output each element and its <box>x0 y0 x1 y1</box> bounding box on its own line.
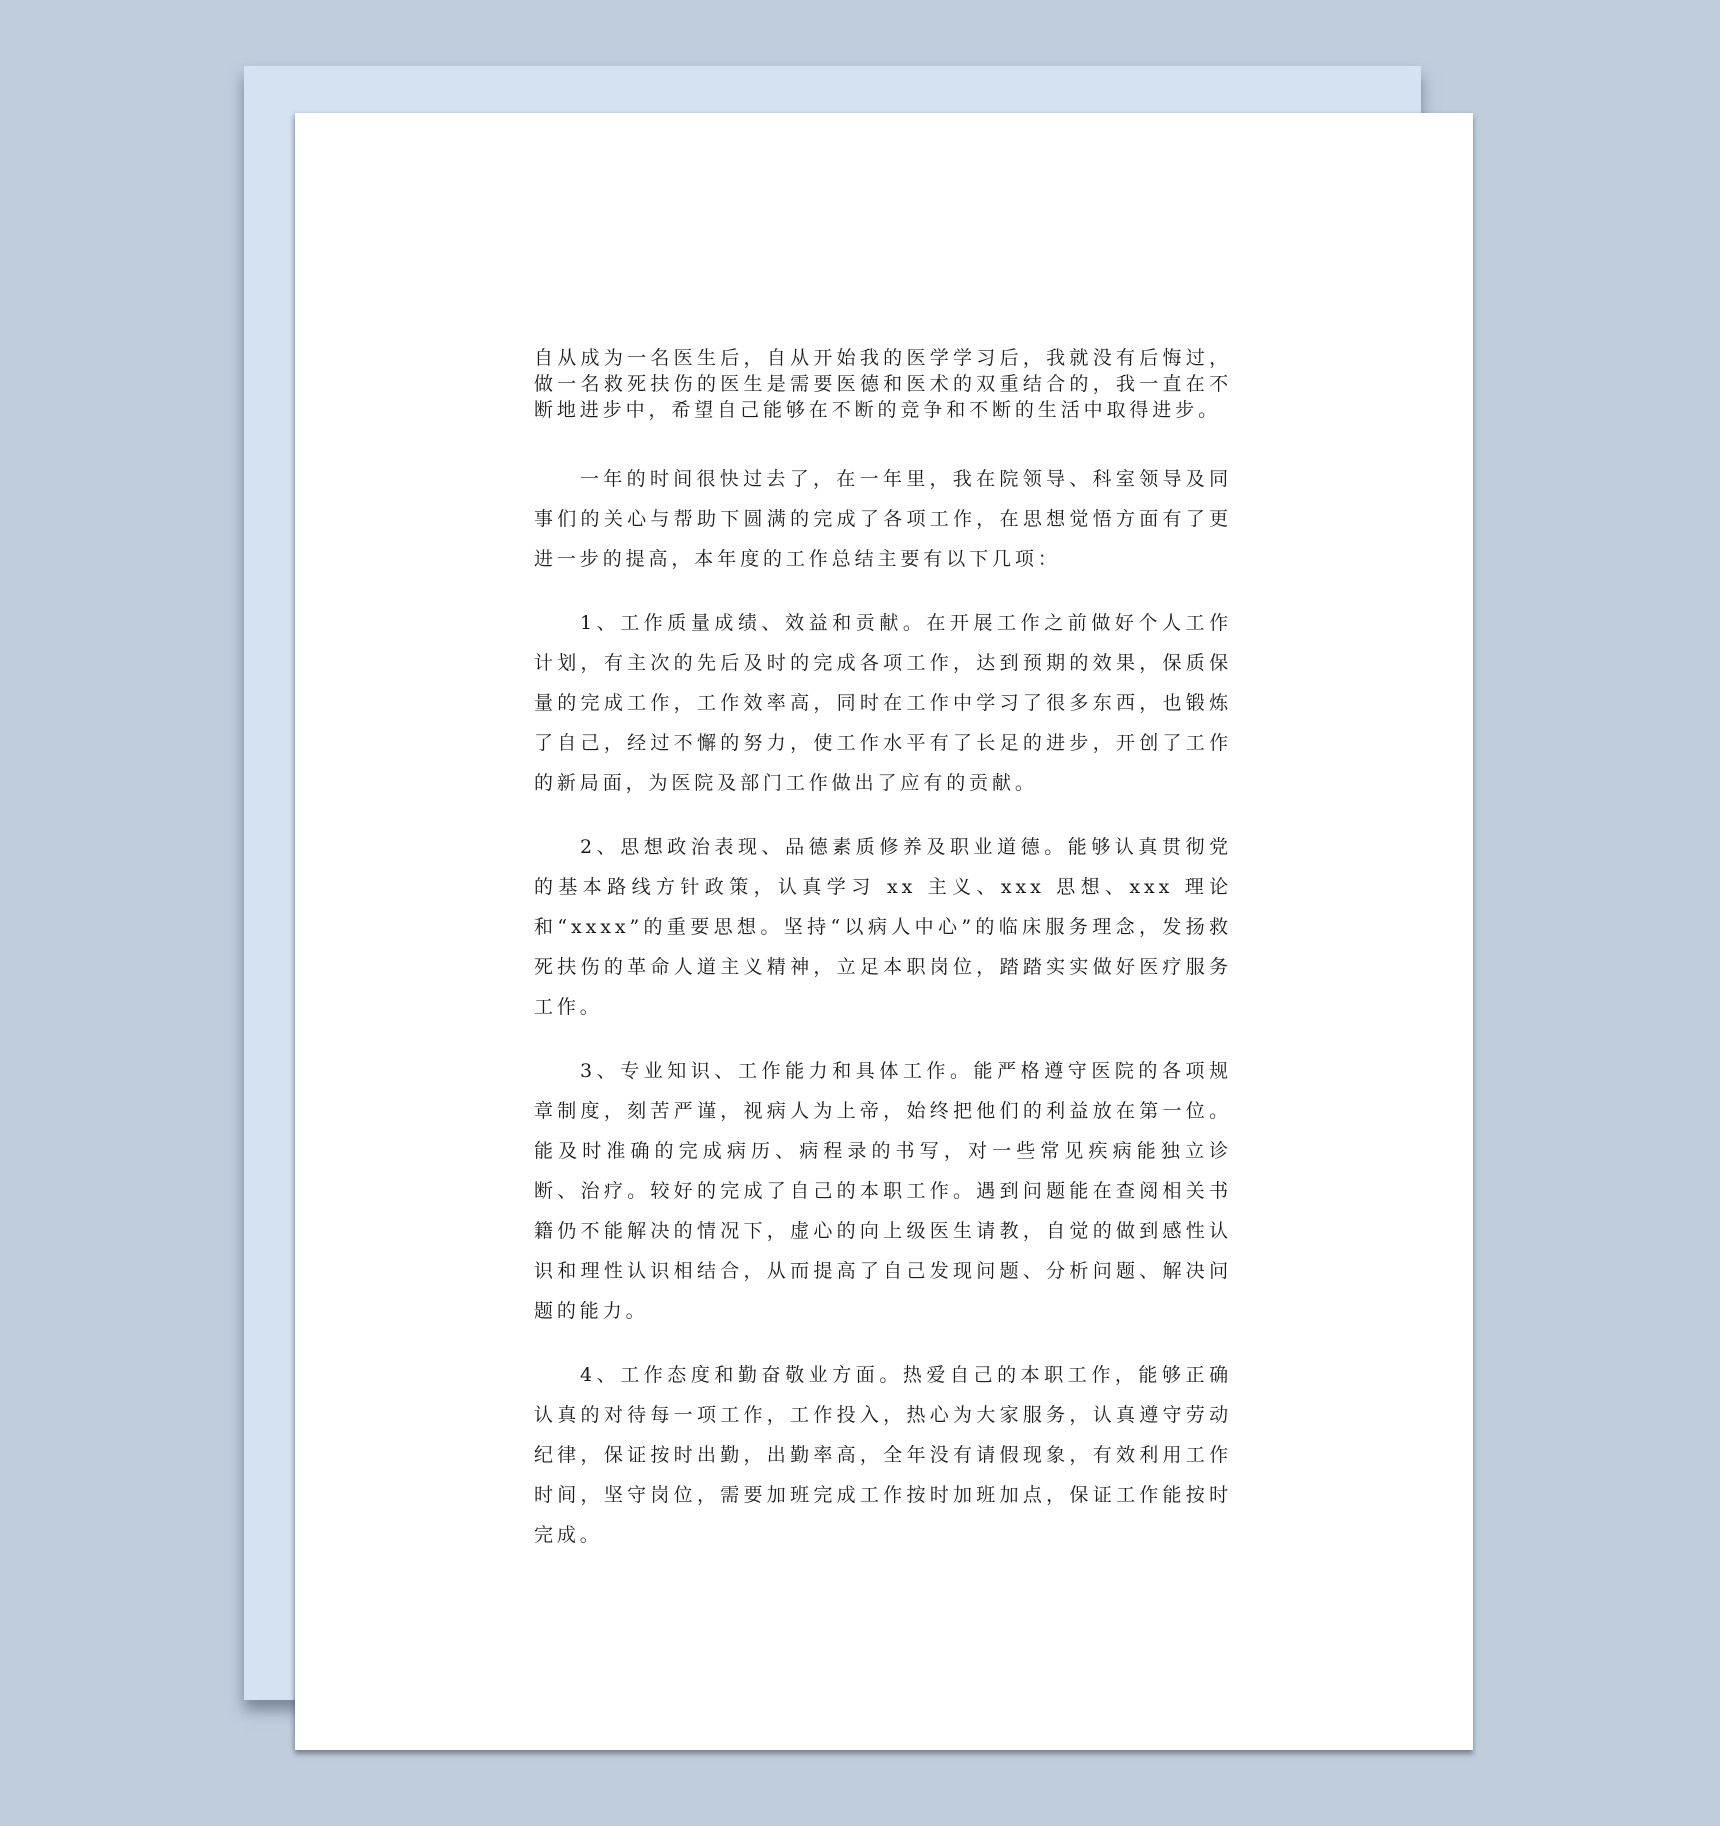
item-3-professional-skills-paragraph: 3、专业知识、工作能力和具体工作。能严格遵守医院的各项规章制度，刻苦严谨，视病人为上帝，始终把他们的利益放在第一位。能及时准确的完成病历、病程录的书写，对一些常见疾病能独立诊断、治疗。较好的完成了自己的本职工作。遇到问题能在查阅相关书籍仍不能解决的情况下，虚心的向上级医生请教，自觉的做到感性认识和理性认识相结合，从而提高了自己发现问题、分析问题、解决问题的能力。 <box>534 1060 1232 1322</box>
front-page-sheet <box>295 113 1473 1750</box>
document-body <box>534 345 1232 1579</box>
summary-intro-paragraph: 一年的时间很快过去了，在一年里，我在院领导、科室领导及同事们的关心与帮助下圆满的完成了各项工作，在思想觉悟方面有了更进一步的提高，本年度的工作总结主要有以下几项： <box>534 468 1232 570</box>
item-2-political-ethics-paragraph: 2、思想政治表现、品德素质修养及职业道德。能够认真贯彻党的基本路线方针政策，认真学习 xx 主义、xxx 思想、xxx 理论和“xxxx”的重要思想。坚持“以病人中心”的临床服务理念，发扬救死扶伤的革命人道主义精神，立足本职岗位，踏踏实实做好医疗服务工作。 <box>534 836 1232 1018</box>
item-4-work-attitude-paragraph: 4、工作态度和勤奋敬业方面。热爱自己的本职工作，能够正确认真的对待每一项工作，工作投入，热心为大家服务，认真遵守劳动纪律，保证按时出勤，出勤率高，全年没有请假现象，有效利用工作时间，坚守岗位，需要加班完成工作按时加班加点，保证工作能按时完成。 <box>534 1364 1232 1546</box>
item-1-work-quality-paragraph: 1、工作质量成绩、效益和贡献。在开展工作之前做好个人工作计划，有主次的先后及时的完成各项工作，达到预期的效果，保质保量的完成工作，工作效率高，同时在工作中学习了很多东西，也锻炼了自己，经过不懈的努力，使工作水平有了长足的进步，开创了工作的新局面，为医院及部门工作做出了应有的贡献。 <box>534 612 1232 794</box>
intro-paragraph: 自从成为一名医生后，自从开始我的医学学习后，我就没有后悔过，做一名救死扶伤的医生是需要医德和医术的双重结合的，我一直在不断地进步中，希望自己能够在不断的竞争和不断的生活中取得进步。 <box>534 347 1232 421</box>
